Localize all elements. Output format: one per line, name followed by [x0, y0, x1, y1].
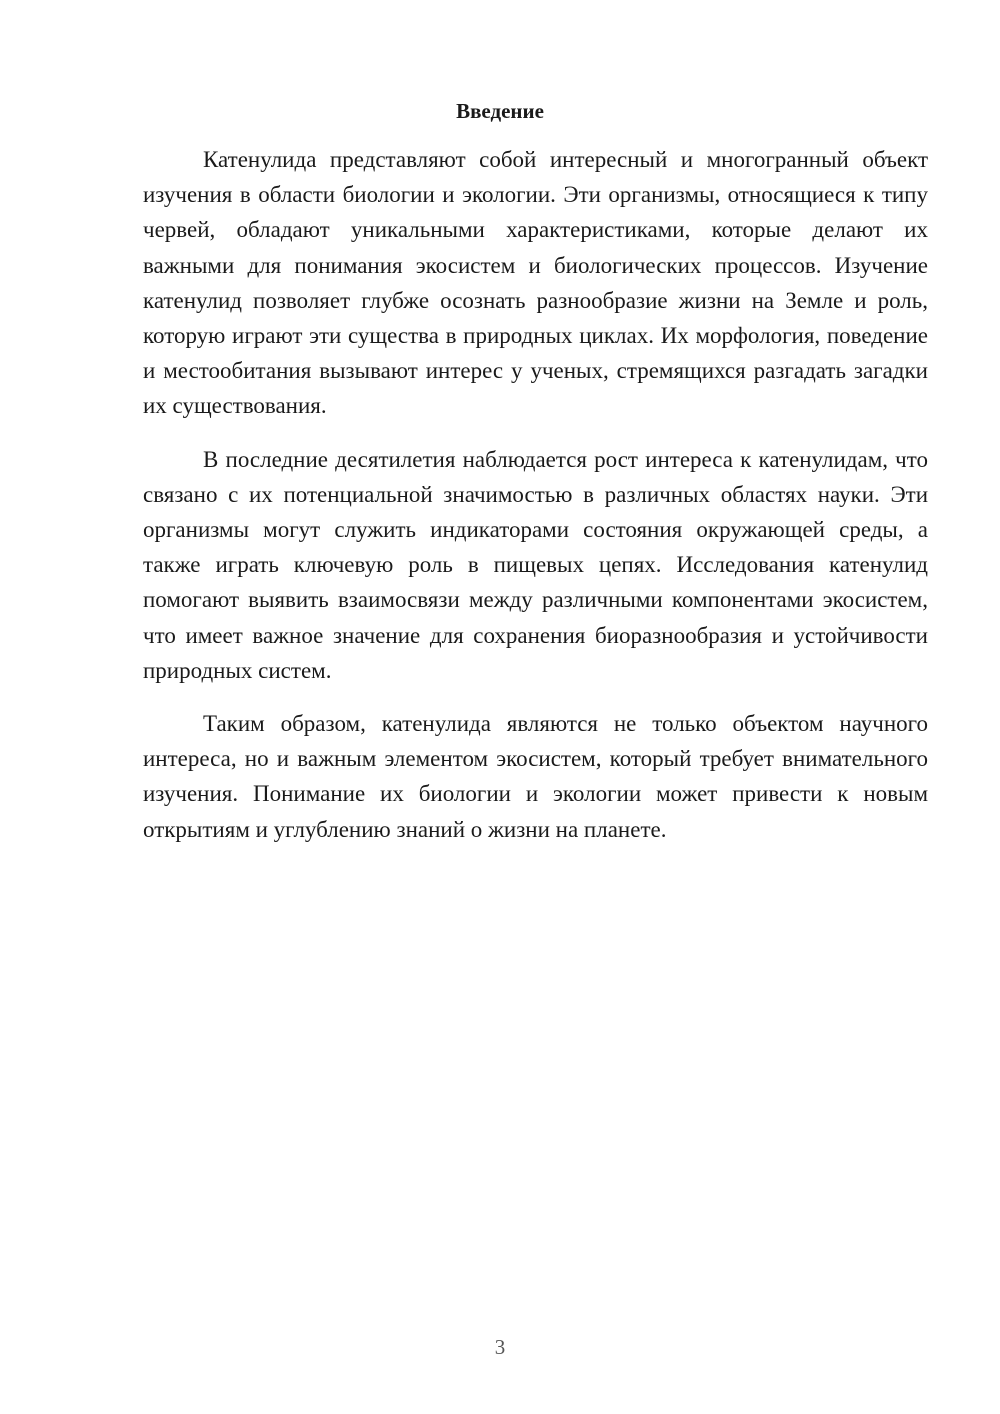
body-text [143, 142, 928, 865]
page-number: 3 [494, 1335, 506, 1359]
paragraph-2: В последние десятилетия наблюдается рост интереса к катенулидам, что связано с их потенциальной значимостью в различных областях науки. Эти организмы могут служить индикаторами состояния окружающей среды, а также играть ключевую роль в пищевых цепях. Исследования катенулид помогают выявить взаимосвязи между различными компонентами экосистем, что имеет важное значение для сохранения биоразнообразия и устойчивости природных систем. [143, 446, 928, 683]
section-heading: Введение [456, 99, 544, 123]
paragraph-3: Таким образом, катенулида являются не только объектом научного интереса, но и важным элементом экосистем, который требует внимательного изучения. Понимание их биологии и экологии может привести к новым открытиям и углублению знаний о жизни на планете. [143, 711, 928, 842]
paragraph-1: Катенулида представляют собой интересный и многогранный объект изучения в области биологии и экологии. Эти организмы, относящиеся к типу червей, обладают уникальными характеристиками, которые делают их важными для понимания экосистем и биологических процессов. Изучение катенулид позволяет глубже осознать разнообразие жизни на Земле и роль, которую играют эти существа в природных циклах. Их морфология, поведение и местообитания вызывают интерес у ученых, стремящихся разгадать загадки их существования. [143, 147, 928, 419]
